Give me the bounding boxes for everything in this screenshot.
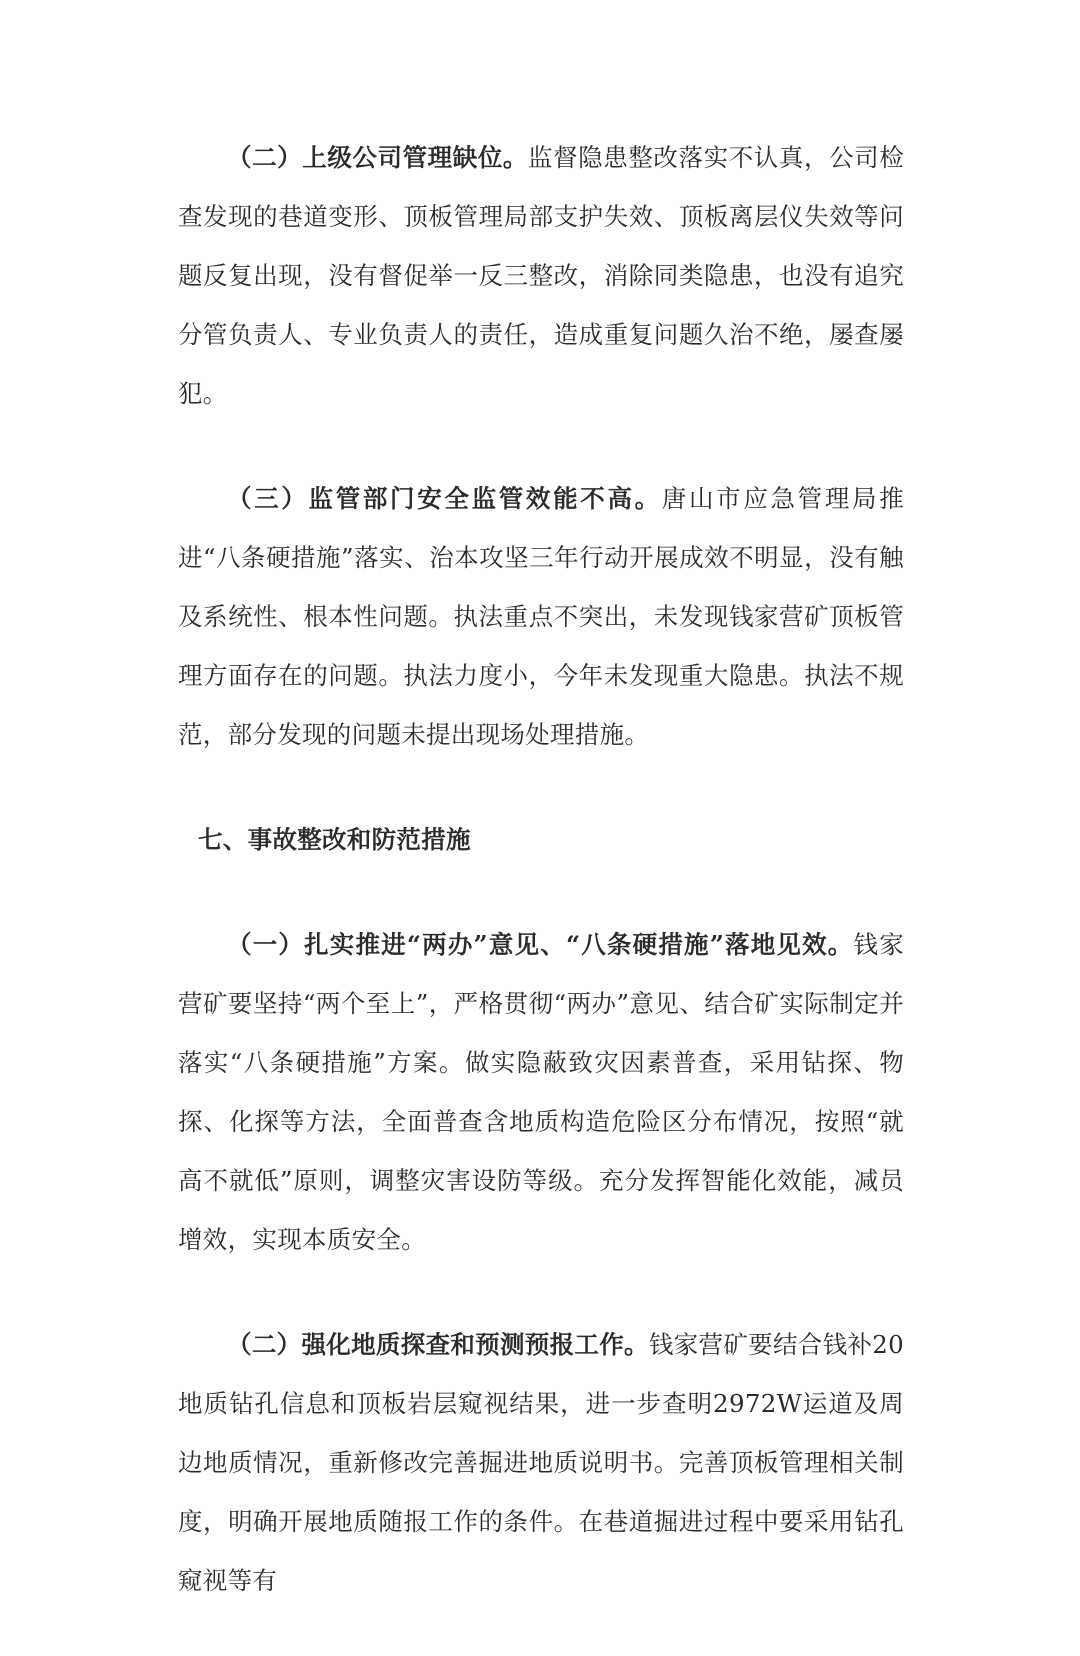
- paragraph-lead: （三）监管部门安全监管效能不高。: [227, 484, 662, 513]
- paragraph-body: 监督隐患整改落实不认真，公司检查发现的巷道变形、顶板管理局部支护失效、顶板离层仪失效等问题反复出现，没有督促举一反三整改，消除同类隐患，也没有追究分管负责人、专业负责人的责任，造成重复问题久治不绝，屡查屡犯。: [178, 143, 904, 408]
- document-page: [178, 128, 904, 1656]
- section-heading: 七、事故整改和防范措施: [198, 825, 471, 854]
- paragraph-body: 钱家营矿要坚持“两个至上”，严格贯彻“两办”意见、结合矿实际制定并落实“八条硬措施”方案。做实隐蔽致灾因素普查，采用钻探、物探、化探等方法，全面普查含地质构造危险区分布情况，按照“就高不就低”原则，调整灾害设防等级。充分发挥智能化效能，减员增效，实现本质安全。: [178, 930, 904, 1254]
- paragraph-measures-1: [178, 915, 904, 1269]
- paragraph-lead: （一）扎实推进“两办”意见、“八条硬措施”落地见效。: [227, 930, 854, 959]
- paragraph-lead: （二）强化地质探查和预测预报工作。: [227, 1330, 649, 1359]
- paragraph-lead: （二）上级公司管理缺位。: [227, 143, 529, 172]
- paragraph-body: 钱家营矿要结合钱补20地质钻孔信息和顶板岩层窥视结果，进一步查明2972W运道及周边地质情况，重新修改完善掘进地质说明书。完善顶板管理相关制度，明确开展地质随报工作的条件。在巷道掘进过程中要采用钻孔窥视等有: [178, 1330, 904, 1595]
- paragraph-body: 唐山市应急管理局推进“八条硬措施”落实、治本攻坚三年行动开展成效不明显，没有触及系统性、根本性问题。执法重点不突出，未发现钱家营矿顶板管理方面存在的问题。执法力度小，今年未发现重大隐患。执法不规范，部分发现的问题未提出现场处理措施。: [178, 484, 904, 749]
- paragraph-superior-company: [178, 128, 904, 423]
- paragraph-measures-2: [178, 1315, 904, 1610]
- paragraph-regulator: [178, 469, 904, 764]
